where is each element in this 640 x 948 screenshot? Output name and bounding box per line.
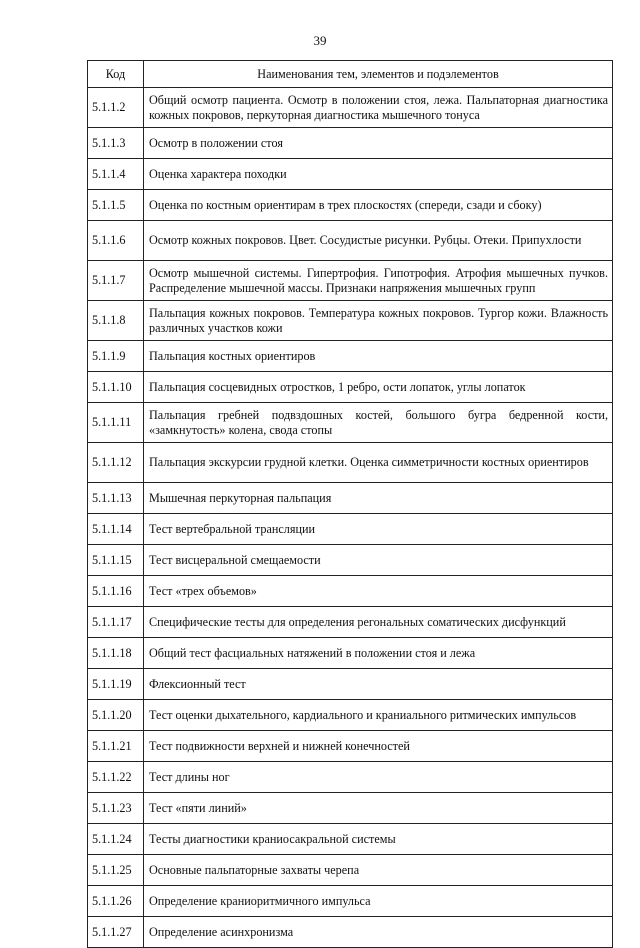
row-code: 5.1.1.24 xyxy=(88,824,144,855)
table-row xyxy=(88,793,613,824)
table-row xyxy=(88,700,613,731)
header-code: Код xyxy=(88,61,144,88)
table-row xyxy=(88,372,613,403)
table-row xyxy=(88,159,613,190)
row-name: Пальпация гребней подвздошных костей, большого бугра бедренной кости, «замкнутость» колена, свода стопы xyxy=(144,403,613,443)
row-code: 5.1.1.25 xyxy=(88,855,144,886)
row-code: 5.1.1.12 xyxy=(88,443,144,483)
table-row xyxy=(88,545,613,576)
row-name: Тест «трех объемов» xyxy=(144,576,613,607)
row-name: Пальпация сосцевидных отростков, 1 ребро, ости лопаток, углы лопаток xyxy=(144,372,613,403)
row-name: Основные пальпаторные захваты черепа xyxy=(144,855,613,886)
row-code: 5.1.1.3 xyxy=(88,128,144,159)
table-row xyxy=(88,341,613,372)
row-name: Мышечная перкуторная пальпация xyxy=(144,483,613,514)
row-code: 5.1.1.4 xyxy=(88,159,144,190)
table-row xyxy=(88,403,613,443)
row-code: 5.1.1.11 xyxy=(88,403,144,443)
row-code: 5.1.1.10 xyxy=(88,372,144,403)
table-row xyxy=(88,221,613,261)
row-code: 5.1.1.8 xyxy=(88,301,144,341)
row-code: 5.1.1.26 xyxy=(88,886,144,917)
table-row xyxy=(88,607,613,638)
row-name: Определение асинхронизма xyxy=(144,917,613,948)
table-row xyxy=(88,886,613,917)
row-code: 5.1.1.13 xyxy=(88,483,144,514)
table-row xyxy=(88,731,613,762)
table-row xyxy=(88,762,613,793)
row-name: Общий тест фасциальных натяжений в положении стоя и лежа xyxy=(144,638,613,669)
row-code: 5.1.1.5 xyxy=(88,190,144,221)
row-code: 5.1.1.2 xyxy=(88,88,144,128)
row-name: Тесты диагностики краниосакральной системы xyxy=(144,824,613,855)
row-code: 5.1.1.9 xyxy=(88,341,144,372)
table-row xyxy=(88,443,613,483)
row-code: 5.1.1.19 xyxy=(88,669,144,700)
table-header-row xyxy=(88,61,613,88)
row-code: 5.1.1.7 xyxy=(88,261,144,301)
table-row xyxy=(88,88,613,128)
row-code: 5.1.1.15 xyxy=(88,545,144,576)
row-code: 5.1.1.17 xyxy=(88,607,144,638)
row-name: Оценка по костным ориентирам в трех плоскостях (спереди, сзади и сбоку) xyxy=(144,190,613,221)
row-name: Тест подвижности верхней и нижней конечностей xyxy=(144,731,613,762)
row-name: Пальпация кожных покровов. Температура кожных покровов. Тургор кожи. Влажность различных участков кожи xyxy=(144,301,613,341)
row-name: Тест висцеральной смещаемости xyxy=(144,545,613,576)
row-name: Осмотр кожных покровов. Цвет. Сосудистые рисунки. Рубцы. Отеки. Припухлости xyxy=(144,221,613,261)
table-row xyxy=(88,669,613,700)
table-row xyxy=(88,824,613,855)
row-name: Тест оценки дыхательного, кардиального и краниального ритмических импульсов xyxy=(144,700,613,731)
row-name: Тест длины ног xyxy=(144,762,613,793)
row-code: 5.1.1.22 xyxy=(88,762,144,793)
table-row xyxy=(88,128,613,159)
row-name: Тест вертебральной трансляции xyxy=(144,514,613,545)
row-code: 5.1.1.27 xyxy=(88,917,144,948)
table-body xyxy=(88,88,613,948)
table-row xyxy=(88,483,613,514)
row-name: Оценка характера походки xyxy=(144,159,613,190)
row-name: Специфические тесты для определения регональных соматических дисфункций xyxy=(144,607,613,638)
row-code: 5.1.1.20 xyxy=(88,700,144,731)
row-code: 5.1.1.6 xyxy=(88,221,144,261)
row-code: 5.1.1.16 xyxy=(88,576,144,607)
table-row xyxy=(88,190,613,221)
row-name: Пальпация костных ориентиров xyxy=(144,341,613,372)
row-code: 5.1.1.14 xyxy=(88,514,144,545)
header-name: Наименования тем, элементов и подэлементов xyxy=(144,61,613,88)
row-name: Осмотр в положении стоя xyxy=(144,128,613,159)
row-name: Определение краниоритмичного импульса xyxy=(144,886,613,917)
table-row xyxy=(88,855,613,886)
table-row xyxy=(88,576,613,607)
row-name: Общий осмотр пациента. Осмотр в положении стоя, лежа. Пальпаторная диагностика кожных покровов, перкуторная диагностика мышечного тонуса xyxy=(144,88,613,128)
topics-table xyxy=(87,60,613,948)
page-number: 39 xyxy=(313,33,327,48)
table-row xyxy=(88,917,613,948)
row-code: 5.1.1.23 xyxy=(88,793,144,824)
table-row xyxy=(88,514,613,545)
table-row xyxy=(88,261,613,301)
row-name: Тест «пяти линий» xyxy=(144,793,613,824)
row-name: Флексионный тест xyxy=(144,669,613,700)
row-name: Пальпация экскурсии грудной клетки. Оценка симметричности костных ориентиров xyxy=(144,443,613,483)
row-name: Осмотр мышечной системы. Гипертрофия. Гипотрофия. Атрофия мышечных пучков. Распределение мышечной массы. Признаки напряжения мышечных групп xyxy=(144,261,613,301)
table-row xyxy=(88,638,613,669)
row-code: 5.1.1.21 xyxy=(88,731,144,762)
table-row xyxy=(88,301,613,341)
row-code: 5.1.1.18 xyxy=(88,638,144,669)
